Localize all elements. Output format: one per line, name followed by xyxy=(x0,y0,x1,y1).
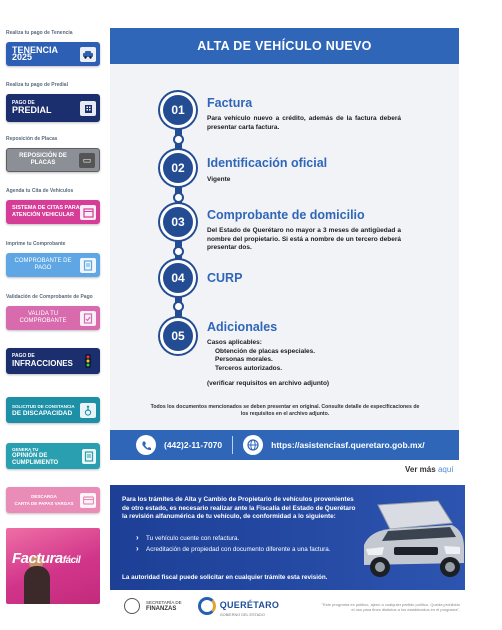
sidebar-section-validacion xyxy=(6,294,102,330)
card-icon xyxy=(80,493,96,508)
sidebar-section-carta xyxy=(6,482,102,513)
step-description-item: Terceros autorizados. xyxy=(215,364,283,372)
legal-disclaimer: "Este programa es público, ajeno a cualquier partido político. Queda prohibido el uso para fines distintos a los establecidos en el programa". xyxy=(321,602,460,612)
opinion-button-small: GENERA TU xyxy=(12,446,39,452)
ver-mas-aqui[interactable]: aquí xyxy=(437,465,454,474)
promo-person xyxy=(24,566,50,604)
discapacidad-button-main: DE DISCAPACIDAD xyxy=(12,409,73,417)
step-title: Identificación oficial xyxy=(207,156,328,170)
discapacidad-button-small: SOLICITUD DE CONSTANCIA xyxy=(12,403,75,409)
step-number: 02 xyxy=(160,150,196,186)
sidebar-section-placas xyxy=(6,136,102,172)
plate-icon: ▭ xyxy=(79,153,95,168)
timeline-dot xyxy=(173,246,184,257)
state-seal-icon xyxy=(124,598,140,614)
globe-icon xyxy=(243,435,263,455)
building-icon xyxy=(80,101,96,116)
sidebar-section-comprobante xyxy=(6,241,102,277)
carta-button-label xyxy=(12,493,76,508)
queretaro-logo xyxy=(198,595,280,617)
predial-button[interactable] xyxy=(6,94,100,122)
sidebar-section-discapacidad xyxy=(6,392,102,423)
finanzas-logo-main: FINANZAS xyxy=(146,606,177,612)
sidebar-section-infracciones xyxy=(6,343,102,374)
sidebar-label: Realiza tu pago de Predial xyxy=(6,82,68,88)
valida-comprobante-button[interactable] xyxy=(6,306,100,330)
fiscalia-banner xyxy=(110,485,465,622)
phone-icon xyxy=(136,435,156,455)
timeline-dot xyxy=(173,301,184,312)
sidebar-label: Imprime tu Comprobante xyxy=(6,241,66,247)
sidebar-label: Agenda tu Cita de Vehículos xyxy=(6,188,74,194)
banner-bullets xyxy=(136,535,361,556)
car-icon xyxy=(80,47,96,62)
predial-button-label xyxy=(12,100,52,116)
queretaro-logo-text xyxy=(216,595,280,617)
wheelchair-icon xyxy=(80,403,96,418)
sidebar-label: Reposición de Placas xyxy=(6,136,58,142)
poster-header xyxy=(110,28,459,64)
opinion-button-label xyxy=(12,446,82,467)
step-description: Del Estado de Querétaro no mayor a 3 meses de antigüedad a nombre del propietario. Si está a nombre de un tercero deberá presentar dos. xyxy=(207,227,401,251)
tenencia-button[interactable] xyxy=(6,42,100,66)
step-number: 05 xyxy=(160,318,196,354)
step-description-item: Obtención de placas especiales. xyxy=(215,347,316,355)
step-title: Factura xyxy=(207,96,253,110)
timeline-dot xyxy=(173,192,184,203)
carta-button-small: DESCARGA xyxy=(31,493,57,499)
sidebar-label: Validación de Comprobante de Pago xyxy=(6,294,93,300)
citas-vehiculares-button-label: SISTEMA DE CITAS PARA ATENCIÓN VEHICULAR xyxy=(12,205,80,218)
poster-footer xyxy=(110,430,459,460)
sidebar-section-citas xyxy=(6,188,102,224)
receipt-icon xyxy=(80,258,96,273)
sidebar xyxy=(0,0,110,630)
document-icon xyxy=(82,449,96,464)
sidebar-label: Realiza tu pago de Tenencia xyxy=(6,30,73,36)
infracciones-button-small: PAGO DE xyxy=(12,353,35,359)
footer-divider xyxy=(232,436,233,454)
banner-bullet: › Tu vehículo cuente con refactura. xyxy=(136,535,361,544)
step-description: Vigente xyxy=(207,176,231,183)
step-description: Para vehículo nuevo a crédito, además de la factura deberá presentar carta factura. xyxy=(207,115,401,131)
promo-title xyxy=(12,550,80,567)
sidebar-section-opinion xyxy=(6,438,102,469)
step-description xyxy=(207,339,401,373)
infracciones-button-main: INFRACCIONES xyxy=(12,359,73,368)
banner-bullet: › Acreditación de propiedad con documento diferente a una factura. xyxy=(136,546,361,555)
predial-button-small: PAGO DE xyxy=(12,100,35,106)
step-title: CURP xyxy=(207,271,243,285)
banner-footer-text: La autoridad fiscal puede solicitar en cualquier trámite esta revisión. xyxy=(122,574,328,581)
promo-title-accent: fácil xyxy=(62,555,81,566)
factura-facil-promo[interactable] xyxy=(6,528,100,604)
step-description-lead: Casos aplicables: xyxy=(207,339,262,346)
ver-mas-link[interactable] xyxy=(405,465,454,474)
citas-vehiculares-button[interactable] xyxy=(6,200,100,224)
constancia-discapacidad-button[interactable] xyxy=(6,397,100,423)
verify-note: (verificar requisitos en archivo adjunto) xyxy=(207,380,330,387)
queretaro-logo-sub: GOBIERNO DEL ESTADO xyxy=(219,613,265,617)
website-link[interactable]: https://asistenciasf.queretaro.gob.mx/ xyxy=(271,440,425,450)
requirements-poster xyxy=(110,28,459,460)
calendar-icon xyxy=(80,205,96,220)
ver-mas-label: Ver más xyxy=(405,465,436,474)
step-number: 04 xyxy=(160,260,196,296)
comprobante-pago-button[interactable] xyxy=(6,253,100,277)
check-document-icon xyxy=(80,311,96,326)
phone-number[interactable]: (442)2-11-7070 xyxy=(164,440,223,450)
promo-title-main: Factura xyxy=(12,550,63,567)
reposicion-placas-button[interactable] xyxy=(6,148,100,172)
timeline-dot xyxy=(173,134,184,145)
infracciones-button[interactable] xyxy=(6,348,100,374)
queretaro-mark-icon xyxy=(198,597,216,615)
sidebar-section-predial xyxy=(6,82,102,122)
tenencia-button-label: TENENCIA 2025 xyxy=(12,45,58,62)
traffic-light-icon xyxy=(80,354,96,369)
finanzas-logo-small: SECRETARÍA DE xyxy=(146,600,182,605)
carta-button-main: CARTA DE PAPAS VARGAS xyxy=(14,500,74,506)
step-title: Comprobante de domicilio xyxy=(207,208,365,222)
valida-comprobante-button-label: VALIDA TU COMPROBANTE xyxy=(19,311,67,324)
discapacidad-button-label xyxy=(12,403,75,418)
carta-button[interactable] xyxy=(6,487,100,513)
step-title: Adicionales xyxy=(207,320,278,334)
sidebar-section-tenencia xyxy=(6,30,102,66)
finanzas-logo xyxy=(124,598,182,614)
infracciones-button-label xyxy=(12,353,73,369)
comprobante-pago-button-label: COMPROBANTE DE PAGO xyxy=(14,258,72,271)
step-description-item: Personas morales. xyxy=(215,356,273,363)
poster-title: ALTA DE VEHÍCULO NUEVO xyxy=(197,39,372,53)
step-number: 01 xyxy=(160,92,196,128)
poster-note: Todos los documentos mencionados se deben presentar en original. Consulte detalle de especificaciones de los requisitos en el archivo adjunto. xyxy=(150,404,420,417)
predial-button-main: PREDIAL xyxy=(12,105,52,115)
step-number: 03 xyxy=(160,204,196,240)
finanzas-logo-text xyxy=(146,600,182,612)
reposicion-placas-button-label: REPOSICIÓN DE PLACAS xyxy=(19,153,67,166)
banner-text: Para los trámites de Alta y Cambio de Propietario de vehículos provenientes de otro estado, es necesario realizar ante la Fiscalía del Estado de Querétaro la revisión alfanumérica de tu vehículo, de conformidad a lo siguiente: xyxy=(122,496,356,520)
car-image xyxy=(360,497,465,587)
queretaro-logo-main: QUERÉTARO xyxy=(219,600,280,610)
opinion-cumplimiento-button[interactable] xyxy=(6,443,100,469)
opinion-button-main: OPINIÓN DE CUMPLIMIENTO xyxy=(12,452,59,466)
